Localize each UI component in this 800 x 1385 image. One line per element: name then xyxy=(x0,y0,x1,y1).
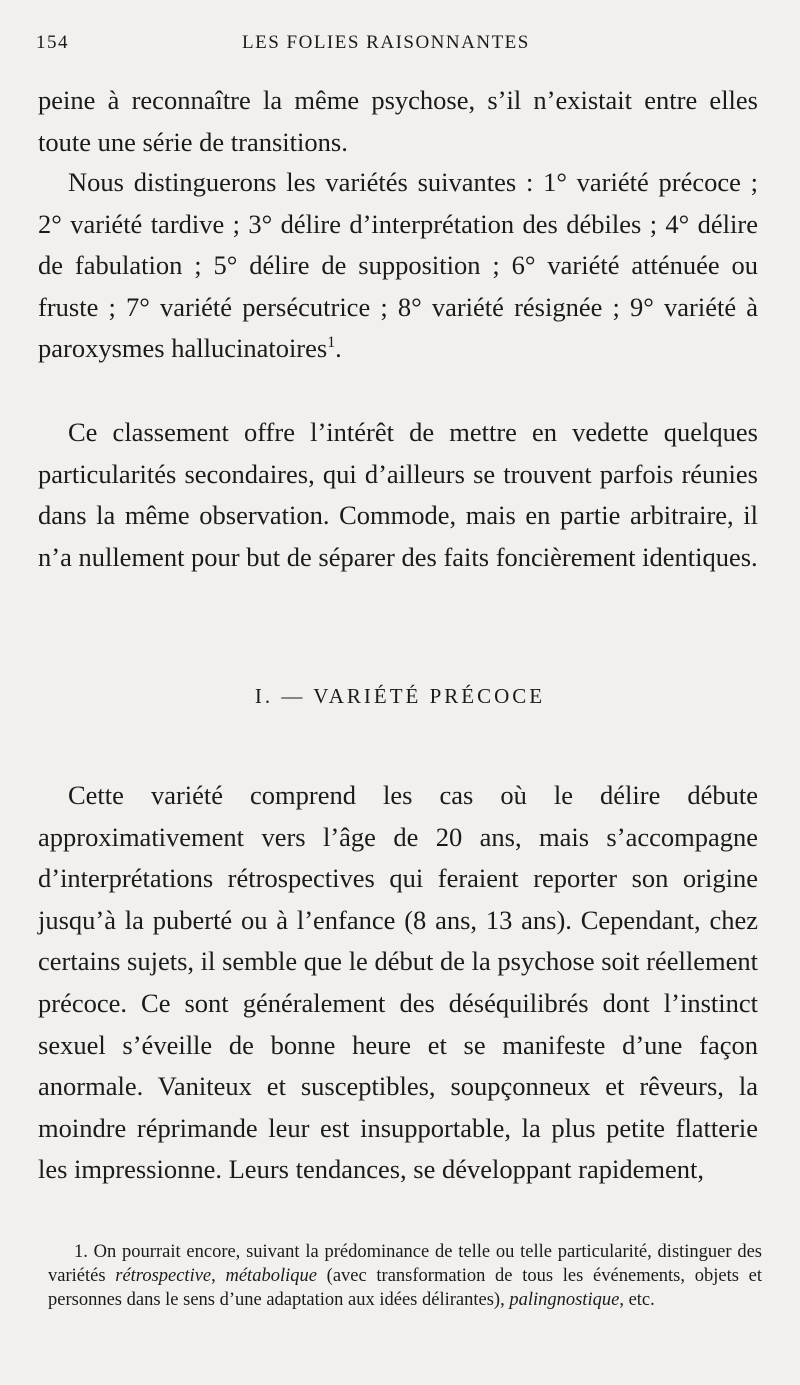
footnote-text: , xyxy=(211,1266,226,1286)
footnote-text: 1. On pourrait encore, suivant la prédominance de telle ou telle particularité, distinguer des variétés xyxy=(48,1242,762,1286)
paragraph-text: Ce classement offre l’intérêt de mettre en vedette quelques particularités secondaires, qui d’ailleurs se trouvent parfois réunies dans la même observation. Commode, mais en partie arbitraire, il n’a nullement pour but de séparer des faits foncièrement identiques. xyxy=(38,417,758,572)
paragraph-classification xyxy=(38,412,758,578)
footnote-term: palingnostique xyxy=(509,1290,620,1310)
footnote-reference: 1 xyxy=(327,334,336,352)
section-title: I. — VARIÉTÉ PRÉCOCE xyxy=(254,684,546,708)
page-number: 154 xyxy=(36,32,69,53)
paragraph-varieties xyxy=(38,162,758,370)
page-header xyxy=(36,32,760,62)
footnote-text: (avec transformation de tous les événements, objets et personnes dans le sens d’une adaptation aux idées délirantes), xyxy=(48,1266,762,1310)
paragraph-continuation xyxy=(38,80,758,163)
paragraph-text: Nous distinguerons les variétés suivantes : 1° variété précoce ; 2° variété tardive ; 3° délire d’interprétation des débiles ; 4° délire de fabulation ; 5° délire de supposition ; 6° variété atténuée ou fruste ; 7° variété persécutrice ; 8° variété résignée ; 9° variété à paroxysmes hallucinatoires xyxy=(38,167,758,364)
footnote xyxy=(48,1240,762,1312)
paragraph-end: . xyxy=(335,333,342,364)
paragraph-precocious-variety xyxy=(38,775,758,1191)
footnote-term: métabolique xyxy=(225,1266,317,1286)
footnote-text: , etc. xyxy=(619,1290,655,1310)
paragraph-text: Cette variété comprend les cas où le délire débute approximativement vers l’âge de 20 ans, mais s’accompagne d’interprétations rétrospectives qui feraient reporter son origine jusqu’à la puberté ou à l’enfance (8 ans, 13 ans). Cependant, chez certains sujets, il semble que le début de la psychose soit réellement précoce. Ce sont généralement des déséquilibrés dont l’instinct sexuel s’éveille de bonne heure et se manifeste d’une façon anormale. Vaniteux et susceptibles, soupçonneux et rêveurs, la moindre réprimande leur est insupportable, la plus petite flatterie les impressionne. Leurs tendances, se développant rapidement, xyxy=(38,780,758,1185)
paragraph-text: peine à reconnaître la même psychose, s’il n’existait entre elles toute une série de transitions. xyxy=(38,85,758,157)
footnote-term: rétrospective xyxy=(115,1266,212,1286)
running-head: LES FOLIES RAISONNANTES xyxy=(242,32,530,53)
